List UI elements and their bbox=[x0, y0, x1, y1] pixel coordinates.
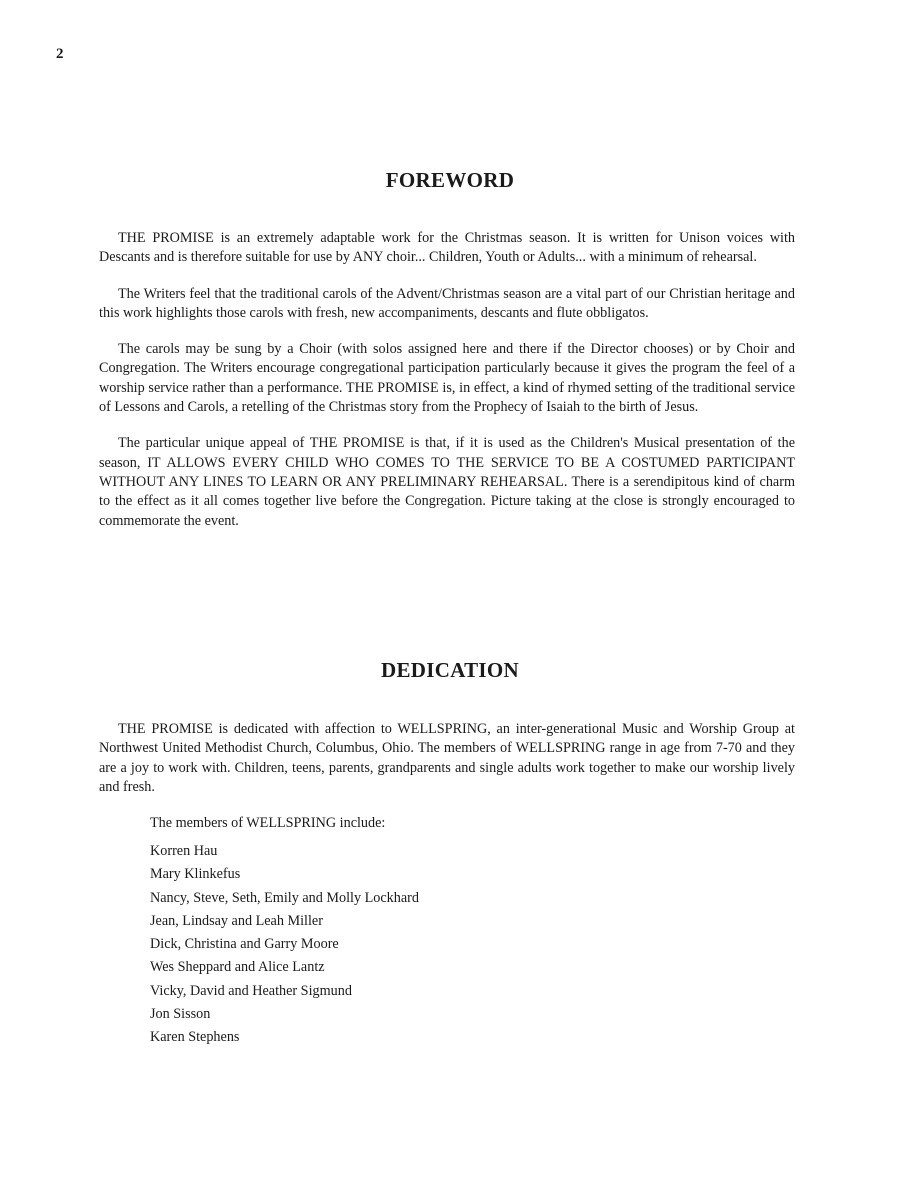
dedication-title: DEDICATION bbox=[381, 658, 519, 682]
page-number: 2 bbox=[56, 46, 64, 62]
member-item: Vicky, David and Heather Sigmund bbox=[150, 982, 352, 999]
member-item: Jon Sisson bbox=[150, 1006, 211, 1023]
foreword-title: FOREWORD bbox=[385, 168, 515, 192]
member-item: Mary Klinkefus bbox=[150, 866, 241, 883]
member-item: Jean, Lindsay and Leah Miller bbox=[150, 912, 323, 929]
members-intro: The members of WELLSPRING include: bbox=[150, 815, 386, 831]
member-item: Dick, Christina and Garry Moore bbox=[150, 936, 339, 953]
dedication-body bbox=[99, 720, 795, 814]
foreword-paragraph: The Writers feel that the traditional carols of the Advent/Christmas season are a vital part of our Christian heritage and this work highlights those carols with fresh, new accompaniments, descants and flute obbligatos. bbox=[99, 285, 795, 321]
foreword-paragraph: The carols may be sung by a Choir (with solos assigned here and there if the Director chooses) or by Choir and Congregation. The Writers encourage congregational participation particularly because it gives the program the feel of a worship service rather than a performance. THE PROMISE is, in effect, a kind of rhymed setting of the traditional service of Lessons and Carols, a retelling of the Christmas story from the Prophecy of Isaiah to the birth of Jesus. bbox=[99, 341, 795, 416]
foreword-paragraph: THE PROMISE is an extremely adaptable work for the Christmas season. It is written for Unison voices with Descants and is therefore suitable for use by ANY choir... Children, Youth or Adults... with a minimum of rehearsal. bbox=[99, 230, 795, 266]
dedication-paragraph: THE PROMISE is dedicated with affection to WELLSPRING, an inter-generational Music and Worship Group at Northwest United Methodist Church, Columbus, Ohio. The members of WELLSPRING range in age from 7-70 and they are a joy to work with. Children, teens, parents, grandparents and single adults work together to make our worship lively and fresh. bbox=[99, 721, 795, 795]
member-item: Nancy, Steve, Seth, Emily and Molly Lockhard bbox=[150, 889, 419, 906]
member-item: Korren Hau bbox=[150, 843, 218, 859]
foreword-paragraph: The particular unique appeal of THE PROMISE is that, if it is used as the Children's Musical presentation of the season, IT ALLOWS EVERY CHILD WHO COMES TO THE SERVICE TO BE A COSTUMED PARTICIPANT WITHOUT ANY LINES TO LEARN OR ANY PRELIMINARY REHEARSAL. There is a serendipitous kind of charm to the effect as it all comes together live before the Congregation. Picture taking at the close is strongly encouraged to commemorate the event. bbox=[99, 435, 795, 529]
members-list bbox=[150, 842, 419, 1052]
foreword-body bbox=[99, 229, 795, 548]
member-item: Karen Stephens bbox=[150, 1029, 240, 1046]
member-item: Wes Sheppard and Alice Lantz bbox=[150, 959, 325, 976]
